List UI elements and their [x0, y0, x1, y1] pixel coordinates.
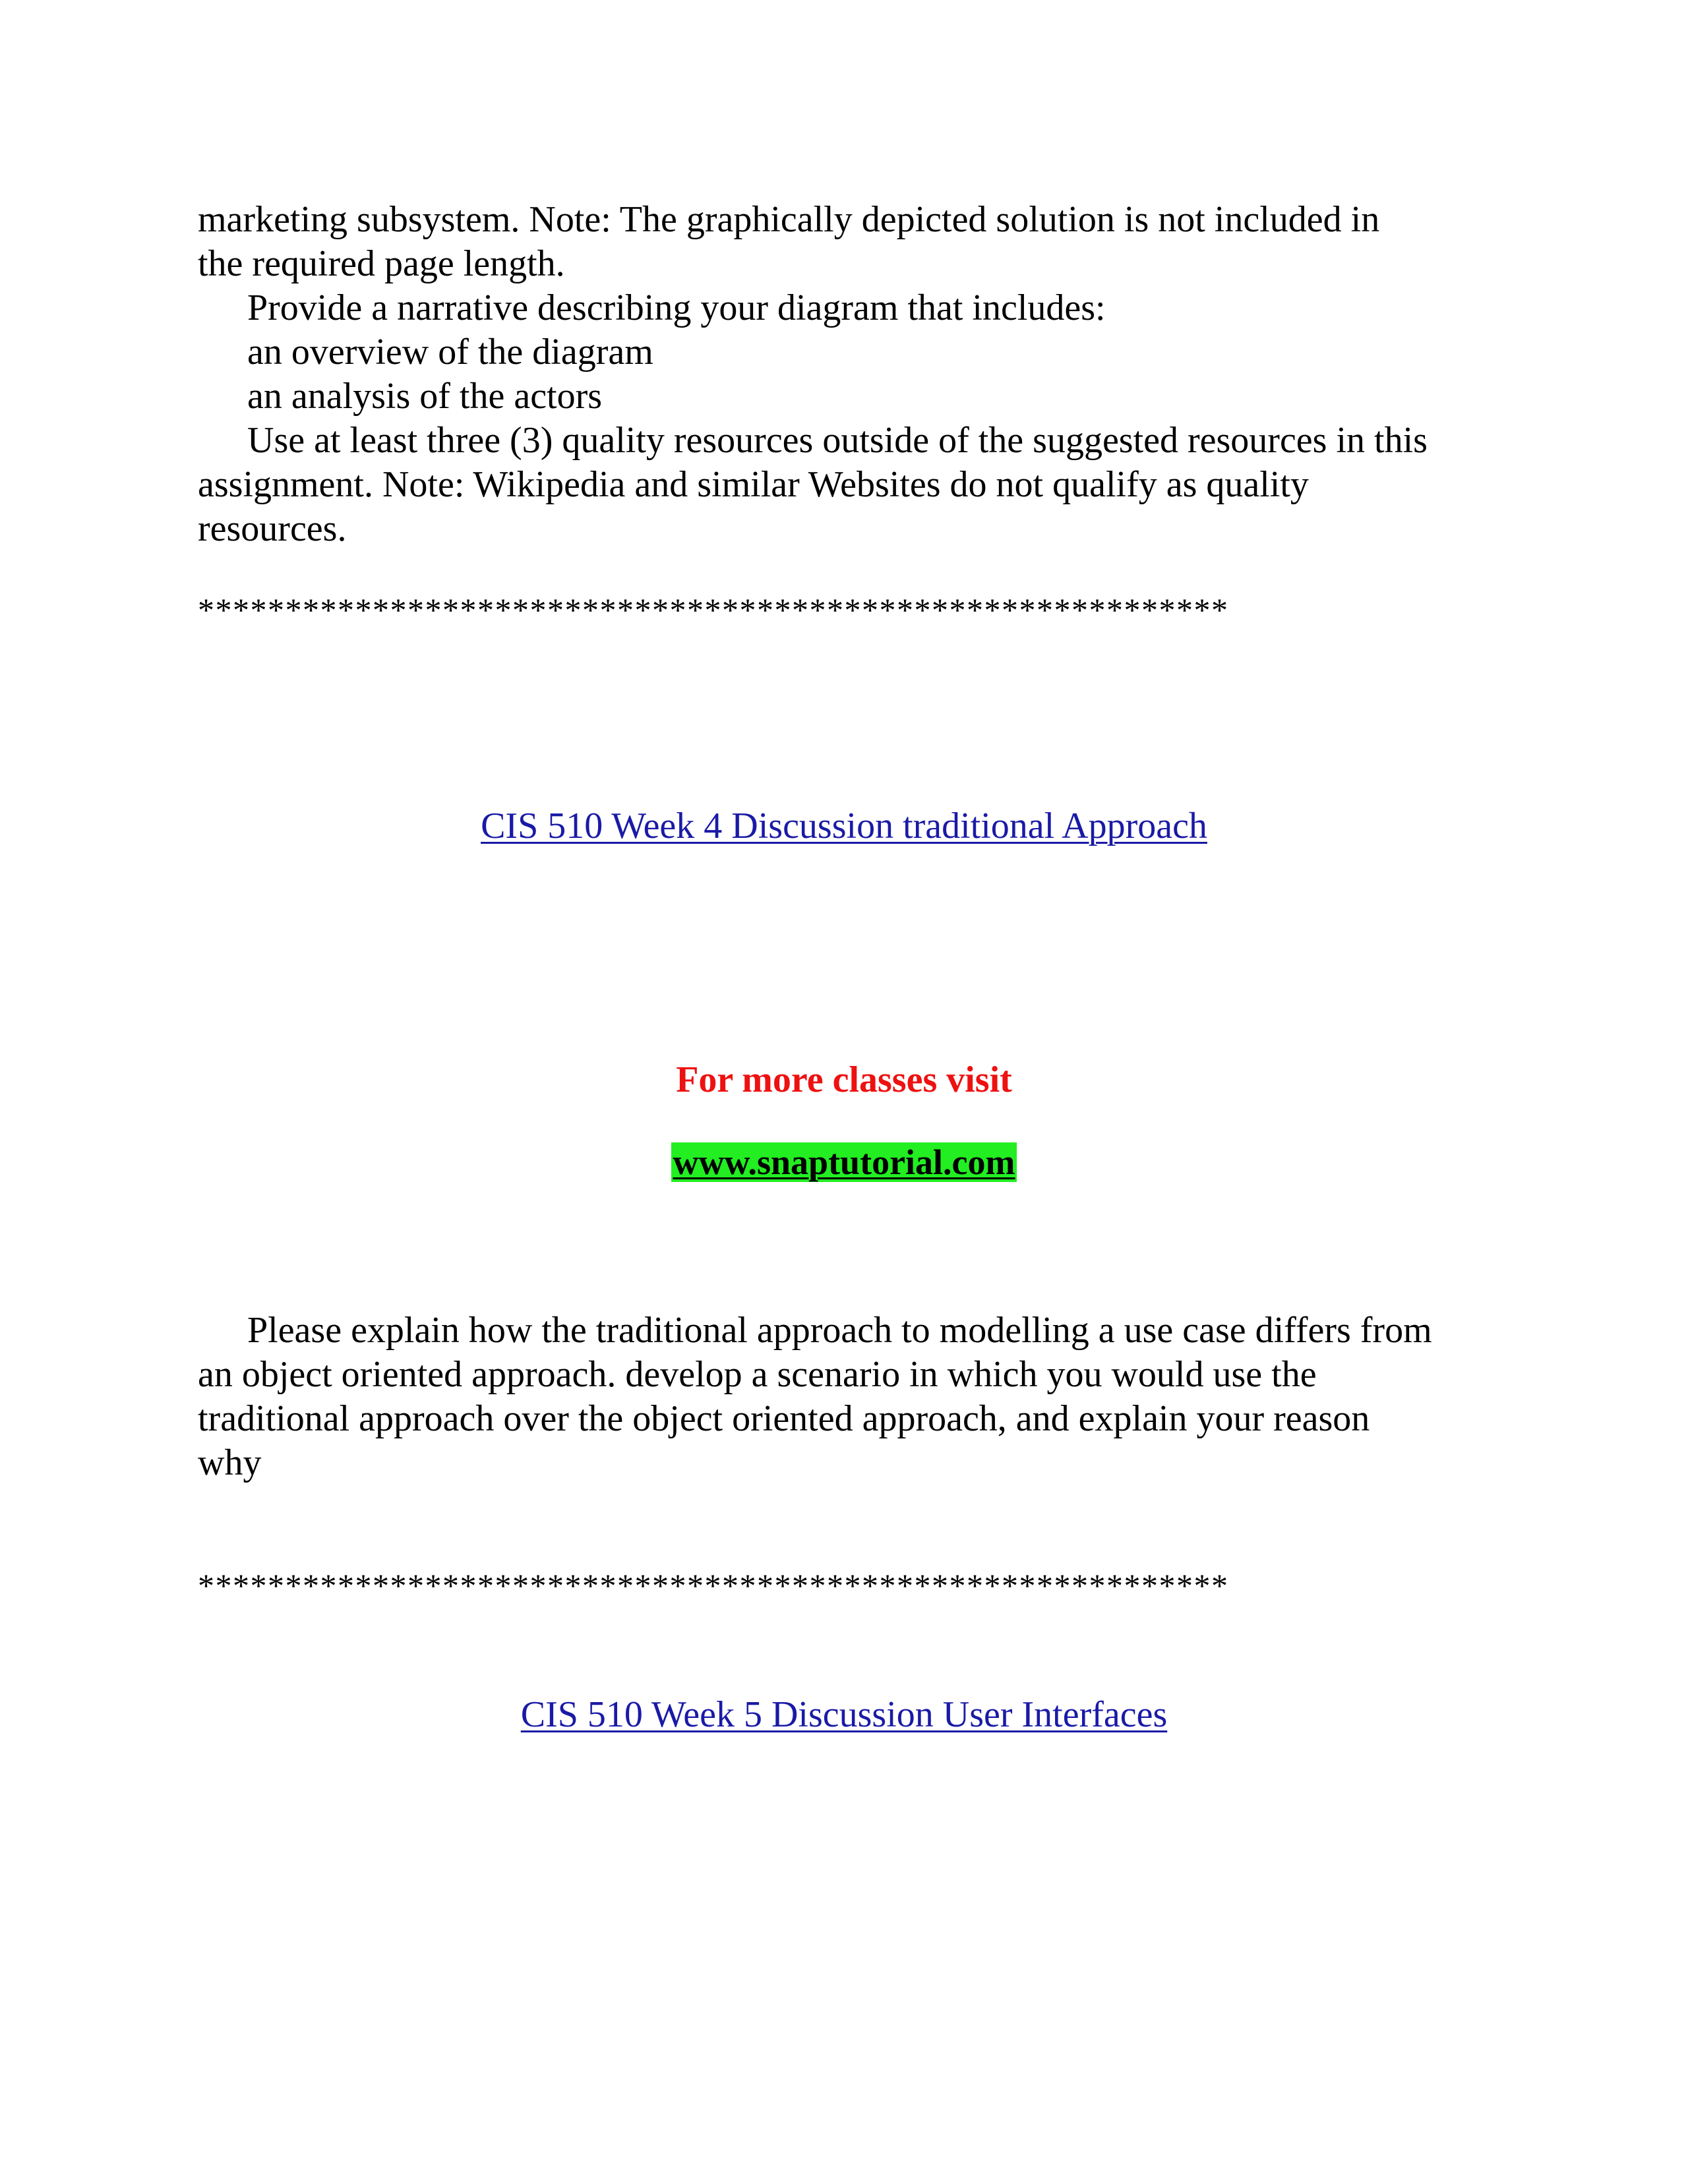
body-text-line: the required page length. — [198, 243, 565, 284]
body-text-line: resources. — [198, 508, 347, 549]
body-text-line: assignment. Note: Wikipedia and similar Websites do not qualify as quality — [198, 464, 1309, 505]
separator-stars: *********************************************************** — [198, 1567, 1229, 1604]
body-text-line: an analysis of the actors — [247, 376, 603, 417]
promo-row — [0, 1058, 1688, 1102]
body-text-line: Use at least three (3) quality resources outside of the suggested resources in this — [247, 420, 1428, 461]
body-text-line: traditional approach over the object oriented approach, and explain your reason — [198, 1398, 1370, 1439]
body-text-line: marketing subsystem. Note: The graphically depicted solution is not included in — [198, 199, 1380, 240]
body-text-line: why — [198, 1442, 262, 1483]
promo-text: For more classes visit — [676, 1059, 1012, 1100]
website-row — [0, 1142, 1688, 1182]
website-link[interactable]: www.snaptutorial.com — [673, 1142, 1015, 1182]
week4-heading-row — [0, 804, 1688, 848]
week4-title-link[interactable]: CIS 510 Week 4 Discussion traditional Approach — [481, 806, 1207, 846]
week5-title-link[interactable]: CIS 510 Week 5 Discussion User Interfaces — [520, 1694, 1168, 1735]
week5-heading-row — [0, 1693, 1688, 1737]
body-text-line: Provide a narrative describing your diagram that includes: — [247, 287, 1106, 328]
separator-stars: *********************************************************** — [198, 591, 1229, 628]
body-text-line: an overview of the diagram — [247, 332, 653, 372]
body-text-line: Please explain how the traditional approach to modelling a use case differs from — [247, 1310, 1432, 1351]
body-text-line: an object oriented approach. develop a scenario in which you would use the — [198, 1354, 1317, 1395]
